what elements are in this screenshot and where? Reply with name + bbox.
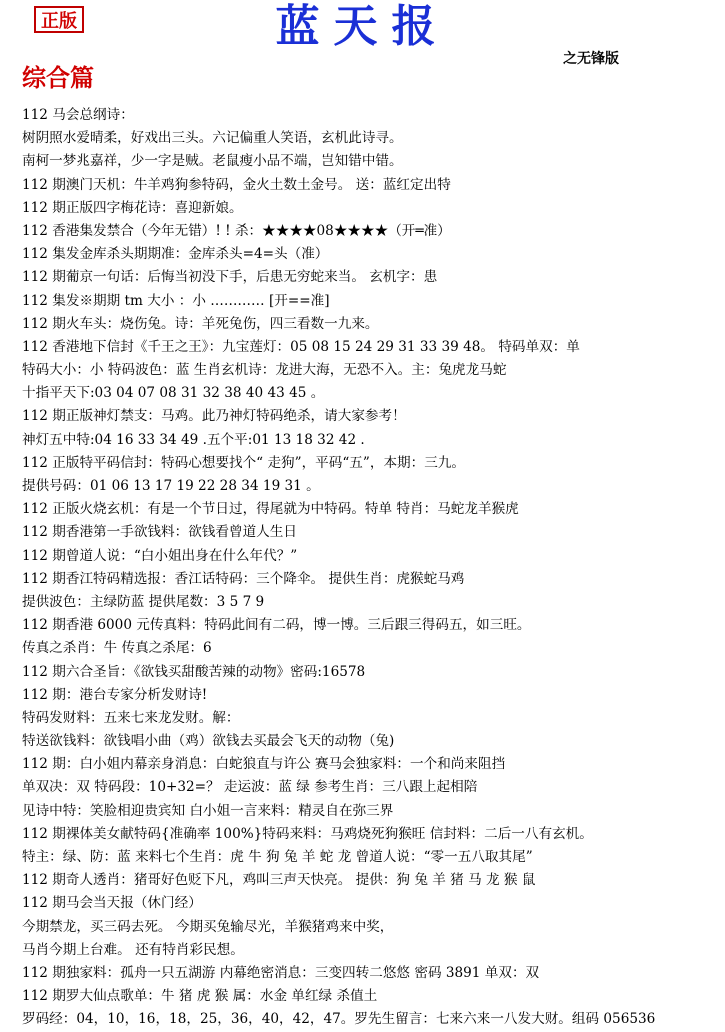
text-line: 112 马会总纲诗： [22, 107, 134, 123]
text-line: 112 期裸体美女献特码{准确率 100%}特码来料：马鸡烧死狗猴旺 信封料：二后一八有玄机。 [22, 825, 593, 842]
text-line: 罗码经：04，10，16，18，25，36，40，42，47。罗先生留言：七来六来一八发大财。组码 056536 [22, 1011, 656, 1028]
section-title: 综合篇 [22, 63, 94, 92]
text-line: 112 正版火烧玄机：有是一个节日过，得尾就为中特码。特单 特肖：马蛇龙羊猴虎 [22, 501, 519, 518]
text-line: 112 期香港第一手欲钱料：欲钱看曾道人生日 [22, 524, 297, 541]
text-line: 112 期：港台专家分析发财诗! [22, 686, 208, 703]
text-line: 神灯五中特:04 16 33 34 49 .五个平:01 13 18 32 42 . [22, 431, 365, 448]
text-line: 树阴照水爱晴柔，好戏出三头。六记偏重人笑语，玄机此诗寻。 [22, 130, 403, 147]
text-line: 112 香港地下信封《千王之王》：九宝莲灯：05 08 15 24 29 31 33 39 48。 特码单双：单 [22, 338, 580, 355]
text-line: 112 期香港 6000 元传真料：特码此间有二码，博一博。三后跟三得码五，如三旺。 [22, 617, 531, 634]
content-body [22, 104, 712, 1032]
text-line: 112 期香江特码精选报：香江话特码：三个降伞。 提供生肖：虎猴蛇马鸡 [22, 570, 465, 587]
text-line: 112 期独家料：孤舟一只五湖游 内幕绝密消息：三变四转二悠悠 密码 3891 单双：双 [22, 964, 540, 981]
text-line: 特送欲钱料：欲钱唱小曲（鸡）欲钱去买最会飞天的动物（兔) [22, 733, 395, 750]
text-line: 今期禁龙，买三码去死。 今期买兔输尽光，羊猴猪鸡来中奖， [22, 918, 394, 935]
text-line: 十指平天下:03 04 07 08 31 32 38 40 43 45 。 [22, 385, 325, 402]
text-line: 单双决：双 特码段：10+32=？ 走运波：蓝 绿 参考生肖：三八跟上起相陪 [22, 779, 478, 796]
edition-badge: 正版 [34, 6, 84, 33]
text-line: 提供波色：主绿防蓝 提供尾数：3 5 7 9 [22, 593, 265, 610]
text-line: 特码大小：小 特码波色：蓝 生肖玄机诗：龙进大海，无恐不入。主：兔虎龙马蛇 [22, 362, 507, 379]
text-line: 见诗中特：笑脸相迎贵宾知 白小姐一言来料：精灵自在弥三界 [22, 802, 394, 819]
text-line: 112 期奇人透肖：猪哥好色贬下凡，鸡叫三声天快亮。 提供：狗 兔 羊 猪 马 龙 猴 鼠 [22, 872, 536, 889]
text-line: 南柯一梦兆嘉祥，少一字是贼。老鼠瘦小品不端，岂知错中错。 [22, 153, 403, 170]
text-line: 传真之杀肖：牛 传真之杀尾：6 [22, 640, 212, 657]
text-line: 112 期澳门天机：牛羊鸡狗参特码，金火土数土金号。 送：蓝红定出特 [22, 176, 451, 193]
text-line: 112 期马会当天报（休门经） [22, 895, 202, 912]
text-line: 112 期罗大仙点歌单：牛 猪 虎 猴 属：水金 单红绿 杀值土 [22, 988, 378, 1005]
text-line: 特主：绿、防：蓝 来料七个生肖：虎 牛 狗 兔 羊 蛇 龙 曾道人说：“零一五八取其尾” [22, 849, 533, 865]
text-line: 112 期火车头：烧伤兔。诗：羊死兔伤，四三看数一九来。 [22, 315, 379, 332]
text-line: 112 期葡京一句话：后悔当初没下手，后患无穷蛇来当。 玄机字：患 [22, 269, 438, 286]
text-line: 112 期正版神灯禁支：马鸡。此乃神灯特码绝杀，请大家参考！ [22, 408, 406, 425]
edition-label: 之无锋版 [563, 51, 619, 67]
text-line: 112 香港集发禁合（今年无错）! ! 杀：★★★★08★★★★（开═准） [22, 222, 451, 239]
text-line: 特码发财料：五来七来龙发财。解： [22, 709, 240, 726]
newspaper-title: 蓝天报 [275, 1, 450, 52]
text-line: 112 期正版四字梅花诗：喜迎新娘。 [22, 199, 243, 216]
text-line: 112 期曾道人说：“白小姐出身在什么年代？” [22, 547, 298, 564]
text-line: 112 集发※期期 tm 大小 ：小 ………… [开==准] [22, 292, 330, 309]
text-line: 112 期：白小姐内幕亲身消息：白蛇狼直与许公 赛马会独家料：一个和尚来阻挡 [22, 756, 506, 773]
text-line: 112 集发金库杀头期期准：金库杀头=4=头（准） [22, 246, 329, 263]
text-line: 马肖今期上台难。 还有特肖彩民想。 [22, 941, 244, 958]
text-line: 112 期六合圣旨：《欲钱买甜酸苦辣的动物》密码:16578 [22, 663, 366, 680]
text-line: 提供号码：01 06 13 17 19 22 28 34 19 31 。 [22, 478, 320, 494]
text-line: 112 正版特平码信封：特码心想要找个“ 走狗”，平码“五”，本期：三九。 [22, 454, 466, 471]
